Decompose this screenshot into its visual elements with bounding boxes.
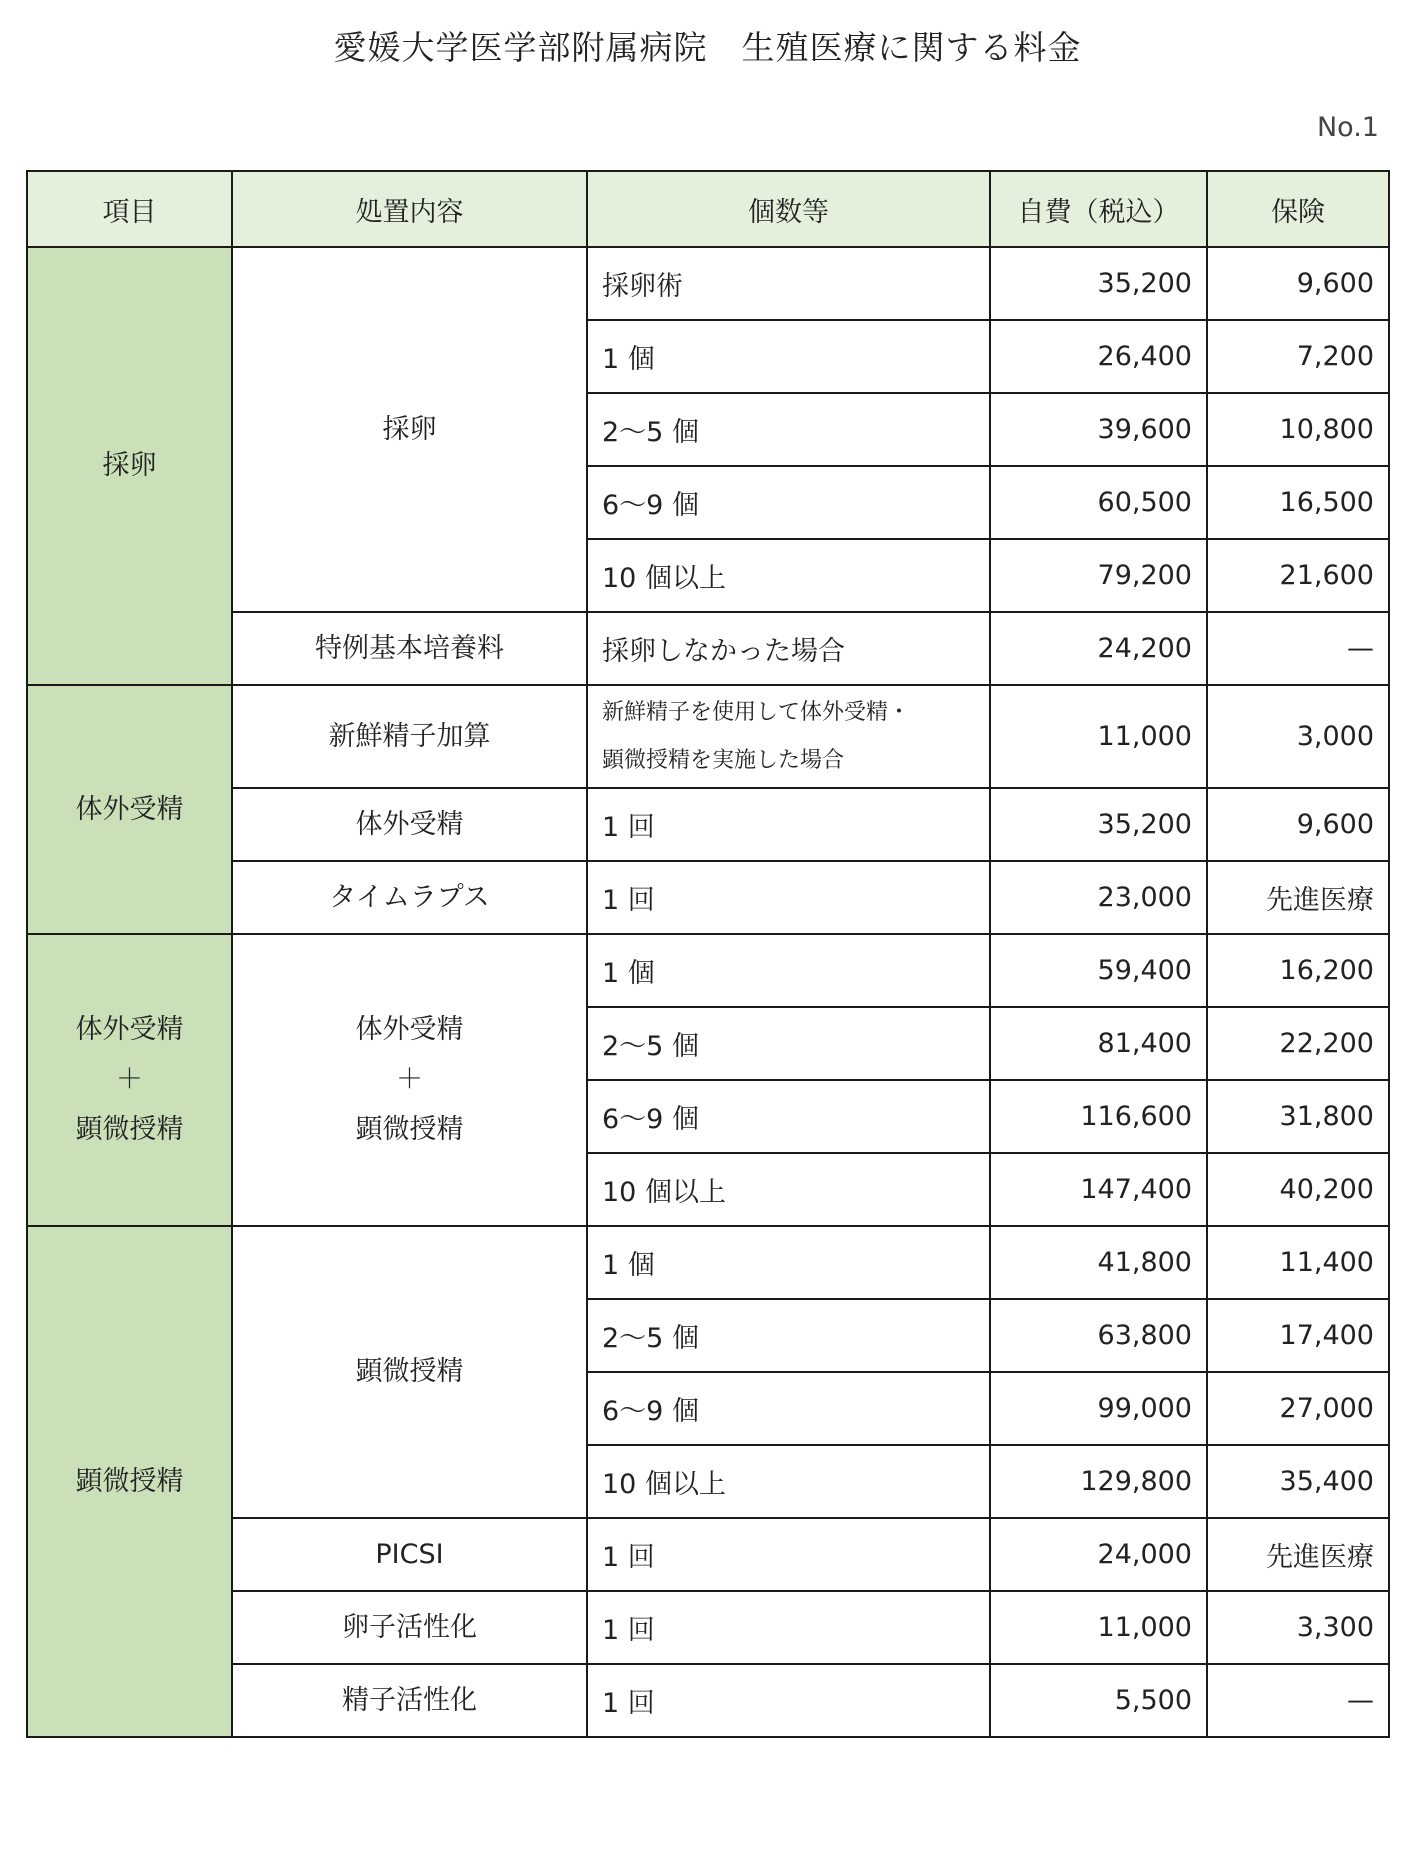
insurance-cell: 11,400 xyxy=(1207,1226,1389,1299)
table-row xyxy=(27,788,1389,861)
count-cell: 2～5 個 xyxy=(587,1299,990,1372)
category-line: 顕微授精 xyxy=(75,1114,184,1145)
count-cell: 1 個 xyxy=(587,934,990,1007)
insurance-cell: 先進医療 xyxy=(1207,1518,1389,1591)
count-cell: 10 個以上 xyxy=(587,539,990,612)
insurance-cell: 31,800 xyxy=(1207,1080,1389,1153)
insurance-cell: 35,400 xyxy=(1207,1445,1389,1518)
count-cell: 1 回 xyxy=(587,1664,990,1737)
procedure-cell: PICSI xyxy=(232,1518,587,1591)
self-pay-cell: 116,600 xyxy=(990,1080,1207,1153)
count-cell: 採卵しなかった場合 xyxy=(587,612,990,685)
self-pay-cell: 60,500 xyxy=(990,466,1207,539)
count-cell: 1 回 xyxy=(587,1591,990,1664)
self-pay-cell: 129,800 xyxy=(990,1445,1207,1518)
insurance-cell: 16,200 xyxy=(1207,934,1389,1007)
self-pay-cell: 5,500 xyxy=(990,1664,1207,1737)
count-cell: 1 回 xyxy=(587,788,990,861)
fee-table xyxy=(26,170,1390,1738)
count-cell: 6～9 個 xyxy=(587,1080,990,1153)
procedure-cell: 顕微授精 xyxy=(232,1226,587,1518)
insurance-cell: 先進医療 xyxy=(1207,861,1389,934)
category-line: ＋ xyxy=(116,1064,143,1095)
header-procedure: 処置内容 xyxy=(232,171,587,247)
self-pay-cell: 26,400 xyxy=(990,320,1207,393)
category-cell: 採卵 xyxy=(27,247,232,685)
count-cell: 6～9 個 xyxy=(587,466,990,539)
procedure-cell xyxy=(232,934,587,1226)
insurance-cell: 40,200 xyxy=(1207,1153,1389,1226)
count-cell: 10 個以上 xyxy=(587,1153,990,1226)
self-pay-cell: 147,400 xyxy=(990,1153,1207,1226)
procedure-cell: 採卵 xyxy=(232,247,587,612)
count-cell: 2～5 個 xyxy=(587,393,990,466)
self-pay-cell: 81,400 xyxy=(990,1007,1207,1080)
insurance-cell: 9,600 xyxy=(1207,247,1389,320)
insurance-cell: 17,400 xyxy=(1207,1299,1389,1372)
insurance-cell: 3,000 xyxy=(1207,685,1389,788)
procedure-cell: 卵子活性化 xyxy=(232,1591,587,1664)
header-self-pay: 自費（税込） xyxy=(990,171,1207,247)
header-insurance: 保険 xyxy=(1207,171,1389,247)
count-cell: 1 回 xyxy=(587,861,990,934)
table-row xyxy=(27,861,1389,934)
category-cell: 顕微授精 xyxy=(27,1226,232,1737)
count-line: 顕微授精を実施した場合 xyxy=(602,747,845,773)
procedure-line: 顕微授精 xyxy=(355,1114,464,1145)
insurance-cell: 22,200 xyxy=(1207,1007,1389,1080)
page-title: 愛媛大学医学部附属病院 生殖医療に関する料金 xyxy=(333,28,1082,67)
self-pay-cell: 59,400 xyxy=(990,934,1207,1007)
insurance-cell: 10,800 xyxy=(1207,393,1389,466)
self-pay-cell: 24,000 xyxy=(990,1518,1207,1591)
procedure-cell: 精子活性化 xyxy=(232,1664,587,1737)
table-row xyxy=(27,612,1389,685)
header-count: 個数等 xyxy=(587,171,990,247)
self-pay-cell: 99,000 xyxy=(990,1372,1207,1445)
count-line: 新鮮精子を使用して体外受精・ xyxy=(602,699,911,725)
self-pay-cell: 79,200 xyxy=(990,539,1207,612)
count-cell: 1 回 xyxy=(587,1518,990,1591)
table-row xyxy=(27,934,1389,1007)
count-cell xyxy=(587,685,990,788)
header-item: 項目 xyxy=(27,171,232,247)
table-row xyxy=(27,685,1389,788)
self-pay-cell: 41,800 xyxy=(990,1226,1207,1299)
procedure-cell: 新鮮精子加算 xyxy=(232,685,587,788)
count-cell: 採卵術 xyxy=(587,247,990,320)
page-number: No.1 xyxy=(1316,112,1379,143)
insurance-cell: — xyxy=(1207,1664,1389,1737)
table-row xyxy=(27,1591,1389,1664)
self-pay-cell: 11,000 xyxy=(990,1591,1207,1664)
self-pay-cell: 24,200 xyxy=(990,612,1207,685)
procedure-line: 体外受精 xyxy=(355,1014,464,1045)
procedure-cell: タイムラプス xyxy=(232,861,587,934)
insurance-cell: 21,600 xyxy=(1207,539,1389,612)
count-cell: 6～9 個 xyxy=(587,1372,990,1445)
count-cell: 1 個 xyxy=(587,1226,990,1299)
insurance-cell: 3,300 xyxy=(1207,1591,1389,1664)
category-cell xyxy=(27,934,232,1226)
self-pay-cell: 35,200 xyxy=(990,247,1207,320)
table-row xyxy=(27,1226,1389,1299)
procedure-cell: 体外受精 xyxy=(232,788,587,861)
count-cell: 2～5 個 xyxy=(587,1007,990,1080)
table-row xyxy=(27,1518,1389,1591)
table-header-row xyxy=(27,171,1389,247)
table-row xyxy=(27,1664,1389,1737)
table-row xyxy=(27,247,1389,320)
insurance-cell: 7,200 xyxy=(1207,320,1389,393)
self-pay-cell: 39,600 xyxy=(990,393,1207,466)
insurance-cell: 27,000 xyxy=(1207,1372,1389,1445)
self-pay-cell: 35,200 xyxy=(990,788,1207,861)
insurance-cell: 16,500 xyxy=(1207,466,1389,539)
category-cell: 体外受精 xyxy=(27,685,232,934)
self-pay-cell: 11,000 xyxy=(990,685,1207,788)
insurance-cell: — xyxy=(1207,612,1389,685)
count-cell: 10 個以上 xyxy=(587,1445,990,1518)
category-line: 体外受精 xyxy=(75,1014,184,1045)
count-cell: 1 個 xyxy=(587,320,990,393)
procedure-cell: 特例基本培養料 xyxy=(232,612,587,685)
procedure-line: ＋ xyxy=(396,1064,423,1095)
insurance-cell: 9,600 xyxy=(1207,788,1389,861)
self-pay-cell: 23,000 xyxy=(990,861,1207,934)
self-pay-cell: 63,800 xyxy=(990,1299,1207,1372)
